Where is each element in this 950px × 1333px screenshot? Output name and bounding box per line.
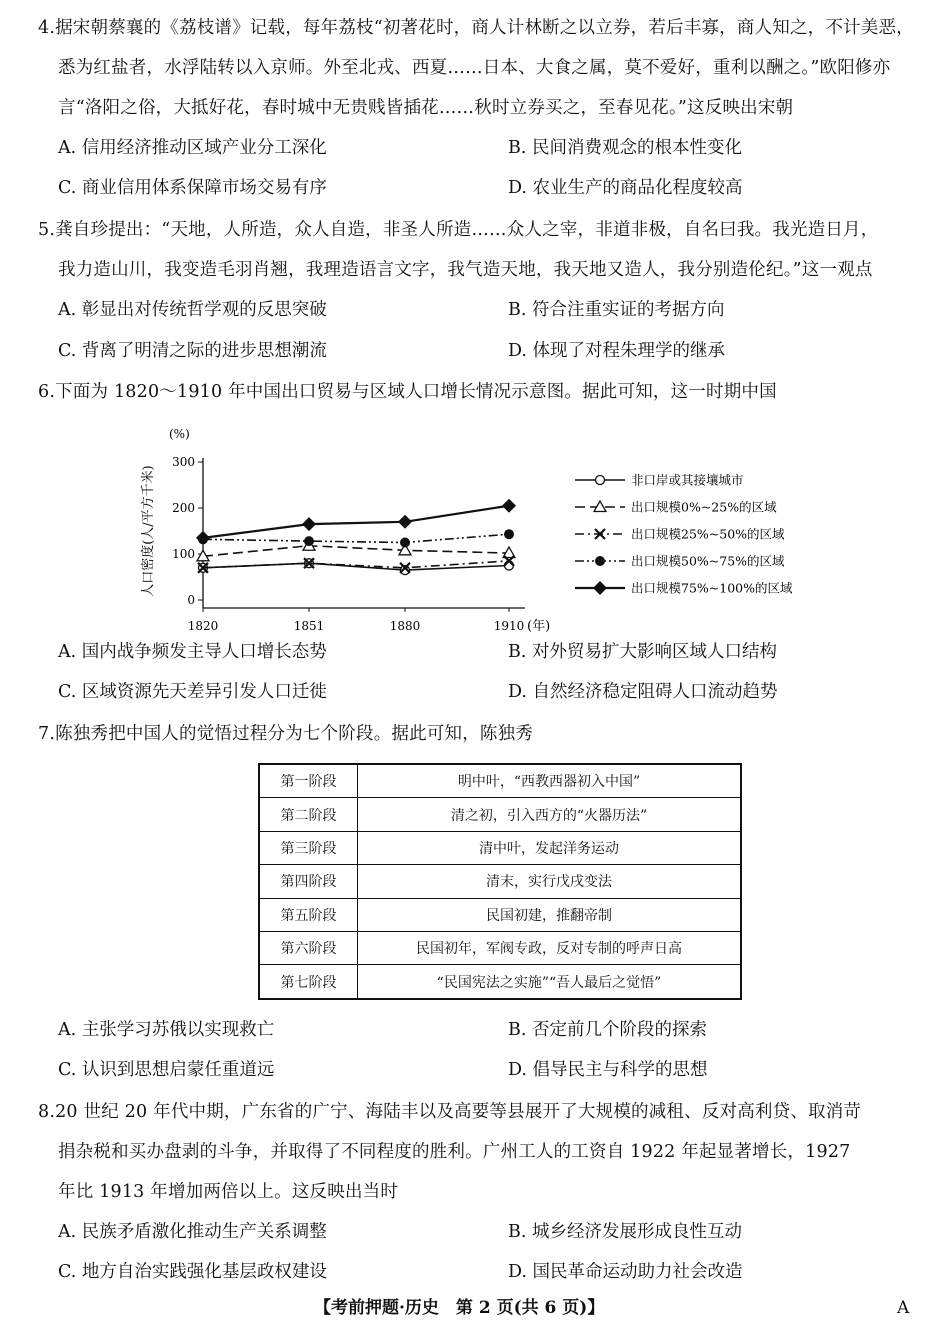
q4-option-c: C. 商业信用体系保障市场交易有序 — [58, 178, 327, 198]
q7-stem-line-1: 7.陈独秀把中国人的觉悟过程分为七个阶段。据此可知，陈独秀 — [38, 724, 533, 744]
q6-option-d: D. 自然经济稳定阻碍人口流动趋势 — [508, 682, 778, 702]
q6-option-a: A. 国内战争频发主导人口增长态势 — [58, 642, 327, 662]
stage-name: 第七阶段 — [259, 965, 358, 999]
chart-axes — [198, 458, 525, 612]
awakening-stages-table — [258, 763, 742, 1000]
legend-label: 出口规模75%~100%的区域 — [631, 580, 793, 596]
legend-label: 出口规模50%~75%的区域 — [631, 553, 785, 569]
stage-name: 第四阶段 — [259, 865, 358, 898]
stage-name: 第一阶段 — [259, 764, 358, 798]
data-point — [196, 531, 210, 545]
series-line — [203, 546, 509, 557]
data-point — [595, 556, 605, 566]
x-tick-label: 1910 — [493, 619, 525, 633]
q7-option-c: C. 认识到思想启蒙任重道远 — [58, 1060, 275, 1080]
x-tick-label: 1820 — [187, 619, 219, 633]
legend-label: 出口规模0%~25%的区域 — [631, 499, 777, 515]
q8-option-a: A. 民族矛盾激化推动生产关系调整 — [58, 1222, 327, 1242]
stage-desc: 清中叶，发起洋务运动 — [358, 831, 742, 864]
q6-stem-line-1: 6.下面为 1820～1910 年中国出口贸易与区域人口增长情况示意图。据此可知，这一时期中国 — [38, 382, 777, 402]
data-point — [504, 529, 514, 539]
data-point — [398, 515, 412, 529]
q4-option-a: A. 信用经济推动区域产业分工深化 — [58, 138, 327, 158]
q4-stem-line-2: 悉为红盐者，水浮陆转以入京师。外至北戎、西夏……日本、大食之属，莫不爱好，重利以酬之。”欧阳修亦 — [58, 58, 891, 78]
x-tick-label: 1851 — [293, 619, 325, 633]
q4-option-b: B. 民间消费观念的根本性变化 — [508, 138, 742, 158]
q7-option-a: A. 主张学习苏俄以实现救亡 — [58, 1020, 275, 1040]
q4-stem-line-3: 言“洛阳之俗，大抵好花，春时城中无贵贱皆插花……秋时立券买之，至春见花。”这反映出宋朝 — [58, 98, 794, 118]
stage-desc: “民国宪法之实施”“吾人最后之觉悟” — [358, 965, 742, 999]
data-point — [400, 538, 410, 548]
x-unit-label: (年) — [527, 619, 551, 634]
stage-name: 第三阶段 — [259, 831, 358, 864]
q6-option-c: C. 区域资源先天差异引发人口迁徙 — [58, 682, 327, 702]
q8-stem-line-3: 年比 1913 年增加两倍以上。这反映出当时 — [58, 1182, 399, 1202]
legend-label: 出口规模25%~50%的区域 — [631, 526, 785, 542]
q5-option-c: C. 背离了明清之际的进步思想潮流 — [58, 341, 327, 361]
legend-label: 非口岸或其接壤城市 — [631, 472, 744, 488]
q6-option-b: B. 对外贸易扩大影响区域人口结构 — [508, 642, 777, 662]
data-point — [593, 581, 607, 595]
q8-stem-line-1: 8.20 世纪 20 年代中期，广东省的广宁、海陆丰以及高要等县展开了大规模的减租、反对高利贷、取消苛 — [38, 1102, 862, 1122]
q7-option-d: D. 倡导民主与科学的思想 — [508, 1060, 708, 1080]
stage-desc: 清之初，引入西方的“火器历法” — [358, 798, 742, 831]
population-density-chart — [133, 424, 811, 636]
stage-desc: 明中叶，“西教西器初入中国” — [358, 764, 742, 798]
paper-version-label: A — [897, 1298, 910, 1318]
q5-stem-line-1: 5.龚自珍提出：“天地，人所造，众人自造，非圣人所造……众人之宰，非道非极，自名曰我。我光造日月， — [38, 220, 879, 240]
table-row — [259, 865, 741, 898]
series-line — [203, 534, 509, 542]
q4-option-d: D. 农业生产的商品化程度较高 — [508, 178, 743, 198]
q8-option-c: C. 地方自治实践强化基层政权建设 — [58, 1262, 327, 1282]
stage-name: 第五阶段 — [259, 898, 358, 931]
q5-option-d: D. 体现了对程朱理学的继承 — [508, 341, 726, 361]
x-tick-labels — [188, 619, 525, 633]
stage-desc: 民国初年，军阀专政，反对专制的呼声日高 — [358, 931, 742, 964]
data-point — [302, 517, 316, 531]
chart-legend — [575, 473, 793, 596]
chart-series — [196, 499, 516, 575]
data-point — [502, 499, 516, 513]
q5-option-a: A. 彰显出对传统哲学观的反思突破 — [58, 300, 327, 320]
y-tick-label: 300 — [172, 455, 195, 469]
table-row — [259, 965, 741, 999]
table-row — [259, 764, 741, 798]
q5-option-b: B. 符合注重实证的考据方向 — [508, 300, 725, 320]
data-point — [304, 536, 314, 546]
y-unit-label: (%) — [169, 427, 190, 441]
table-row — [259, 831, 741, 864]
stage-name: 第二阶段 — [259, 798, 358, 831]
y-axis-label: 人口密度(人/平方千米) — [141, 465, 156, 597]
series-line — [203, 506, 509, 538]
x-tick-label: 1880 — [389, 619, 421, 633]
table-row — [259, 898, 741, 931]
q7-option-b: B. 否定前几个阶段的探索 — [508, 1020, 707, 1040]
q8-option-d: D. 国民革命运动助力社会改造 — [508, 1262, 743, 1282]
q8-option-b: B. 城乡经济发展形成良性互动 — [508, 1222, 742, 1242]
q8-stem-line-2: 捐杂税和买办盘剥的斗争，并取得了不同程度的胜利。广州工人的工资自 1922 年起显著增长，1927 — [58, 1142, 851, 1162]
data-point — [596, 476, 605, 485]
y-tick-label: 200 — [172, 501, 195, 515]
y-tick-labels — [172, 455, 195, 607]
table-row — [259, 798, 741, 831]
q5-stem-line-2: 我力造山川，我变造毛羽肖翘，我理造语言文字，我气造天地，我天地又造人，我分别造伦纪。”这一观点 — [58, 260, 873, 280]
page-footer: 【考前押题·历史 第 2 页(共 6 页)】 — [314, 1298, 605, 1318]
y-tick-label: 0 — [187, 593, 195, 607]
stage-name: 第六阶段 — [259, 931, 358, 964]
table-row — [259, 931, 741, 964]
stage-desc: 民国初建，推翻帝制 — [358, 898, 742, 931]
stage-desc: 清末，实行戊戌变法 — [358, 865, 742, 898]
y-tick-label: 100 — [172, 547, 195, 561]
q4-stem-line-1: 4.据宋朝蔡襄的《荔枝谱》记载，每年荔枝“初著花时，商人计林断之以立券，若后丰寡，商人知之，不计美恶， — [38, 18, 914, 38]
